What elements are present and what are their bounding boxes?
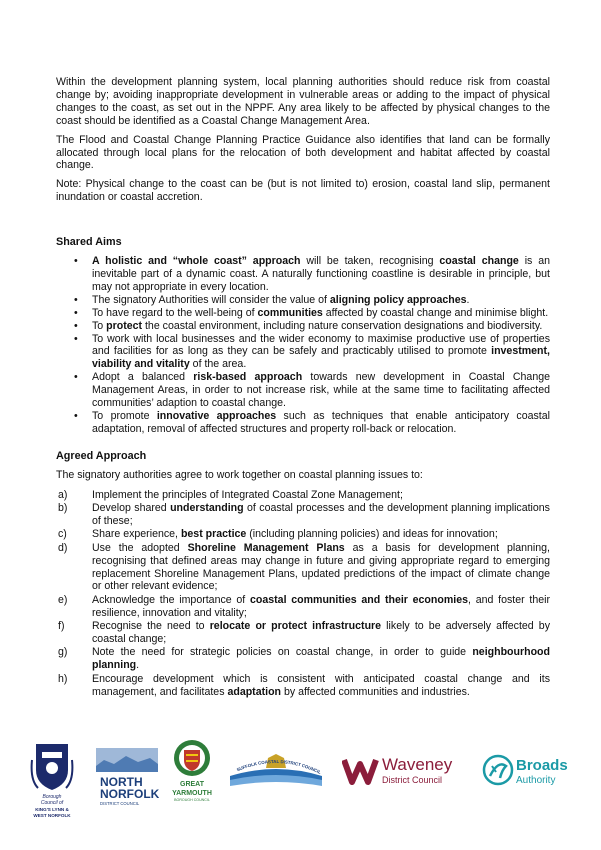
shared-aim-item (56, 333, 550, 372)
broads-sub: Authority (516, 775, 556, 786)
emphasis-text: relocate or protect infrastructure (209, 620, 382, 633)
north-norfolk-line1: NORTH (100, 775, 143, 789)
intro-paragraph-3: Note: Physical change to the coast can be (but is not limited to) erosion, coastal land slip, permanent inundation or coastal accretion. (56, 178, 550, 204)
shared-aims-heading: Shared Aims (56, 236, 122, 249)
aim-text: will be taken, recognising (300, 255, 440, 268)
approach-text: , and foster their resilience, innovation and vitality; (92, 593, 550, 619)
broads-name: Broads (516, 757, 568, 774)
aim-text: of the area. (189, 358, 247, 371)
aim-text: is an inevitable part of a dynamic coast. A naturally functioning coastline is desirable in principle, but may not appropriate in every location. (92, 255, 550, 293)
great-yarmouth-logo (170, 738, 214, 808)
approach-text: by affected communities and industries. (281, 685, 470, 698)
aim-text: towards new development in Coastal Change Management Areas, in order to not increase risk, while at the same time to facilitating affected communities’ adaption to coastal change. (92, 371, 550, 410)
item-letter: f) (58, 620, 65, 633)
item-letter: b) (58, 501, 68, 514)
approach-item (56, 502, 550, 528)
aim-text: Adopt a balanced (92, 371, 194, 384)
approach-text: (including planning policies) and ideas for innovation; (246, 528, 498, 541)
emphasis-text: A holistic and “whole coast” approach (92, 255, 301, 268)
aim-text: affected by coastal change and minimise blight. (322, 306, 549, 319)
kings-lynn-logo (30, 740, 74, 820)
bullet-marker: • (74, 371, 78, 384)
agreed-approach-heading: Agreed Approach (56, 449, 147, 462)
shared-aims-list (56, 255, 550, 436)
emphasis-text: coastal communities and their economies (250, 593, 468, 606)
approach-text: as a basis for development planning, recognising that defined areas may change in future and giving appropriate regard to emerging replacement Shoreline Management Plans, updated predictions of the impact of climate change or other relevant evidence; (92, 541, 550, 593)
emphasis-text: adaptation (227, 685, 282, 698)
approach-item (56, 620, 550, 646)
emphasis-text: neighbourhood planning (92, 646, 550, 672)
approach-text: Implement the principles of Integrated Coastal Zone Management; (92, 488, 403, 501)
great-yarmouth-line3: BOROUGH COUNCIL (174, 798, 210, 802)
bullet-marker: • (74, 255, 78, 268)
north-norfolk-line2: NORFOLK (100, 787, 160, 801)
north-norfolk-logo (94, 746, 160, 812)
suffolk-coastal-text: SUFFOLK COASTAL DISTRICT COUNCIL (235, 758, 322, 775)
shared-aim-item (56, 255, 550, 294)
approach-item (56, 489, 550, 502)
approach-text: of coastal processes and the development planning implications of these; (92, 501, 550, 527)
approach-item (56, 673, 550, 699)
emphasis-text: Shoreline Management Plans (187, 541, 345, 554)
bullet-marker: • (74, 409, 78, 422)
intro-paragraph-1: Within the development planning system, local planning authorities should reduce risk from coastal change by; avoiding inappropriate development in vulnerable areas or adding to the impact of physical changes to the coast, as set out in the NPPF. Any area likely to be affected by physical changes to the coast should be identified as a Coastal Change Management Area. (56, 76, 550, 127)
aim-text: To have regard to the well-being of (92, 306, 258, 319)
north-norfolk-line3: DISTRICT COUNCIL (100, 801, 140, 806)
partner-logos (30, 738, 578, 820)
item-letter: h) (58, 672, 68, 685)
approach-item (56, 594, 550, 620)
shared-aim-item (56, 320, 550, 333)
intro-paragraph-2: The Flood and Coastal Change Planning Practice Guidance also identifies that land can be formally allocated through local plans for the relocation of both development and habitat affected by coastal change. (56, 133, 550, 172)
bullet-marker: • (74, 293, 78, 306)
kings-lynn-line2: Council of (40, 800, 64, 806)
kings-lynn-line1: Borough (42, 794, 62, 800)
suffolk-coastal-logo (226, 750, 326, 790)
kings-lynn-line3: KING'S LYNN & (35, 807, 69, 812)
approach-text: Acknowledge the importance of (92, 593, 250, 606)
emphasis-text: coastal change (439, 255, 519, 268)
aim-text: the coastal environment, including nature conservation designations and biodiversity. (142, 319, 543, 332)
aim-text: such as techniques that enable anticipatory coastal adaptation, removal of affected structures and property roll-back or relocation. (92, 409, 550, 435)
kings-lynn-line4: WEST NORFOLK (33, 813, 71, 818)
bullet-marker: • (74, 306, 78, 319)
aim-text: The signatory Authorities will consider the value of (92, 293, 330, 306)
approach-text: Encourage development which is consistent with anticipated coastal change and its management, and facilitates (92, 672, 550, 698)
waveney-sub: District Council (382, 775, 443, 785)
aim-text: To work with local businesses and the wider economy to maximise productive use of properties and facilities for as long as they can be safely and practicably utilised to promote (92, 332, 550, 358)
item-letter: c) (58, 528, 67, 541)
emphasis-text: understanding (170, 501, 244, 514)
shared-aim-item (56, 307, 550, 320)
broads-authority-logo (482, 748, 578, 792)
great-yarmouth-line1: GREAT (180, 781, 204, 788)
approach-text: . (136, 659, 140, 672)
emphasis-text: protect (106, 319, 143, 332)
item-letter: g) (58, 646, 68, 659)
document-body (56, 76, 550, 699)
aim-text: To promote (92, 409, 157, 422)
approach-text: Use the adopted (92, 541, 188, 554)
approach-text: Note the need for strategic policies on coastal change, in order to guide (92, 646, 473, 659)
emphasis-text: risk-based approach (193, 371, 303, 384)
shared-aim-item (56, 410, 550, 436)
great-yarmouth-line2: YARMOUTH (172, 790, 212, 797)
emphasis-text: aligning policy approaches (329, 293, 467, 306)
shared-aim-item (56, 294, 550, 307)
approach-item (56, 542, 550, 594)
item-letter: e) (58, 593, 68, 606)
bullet-marker: • (74, 332, 78, 345)
bullet-marker: • (74, 319, 78, 332)
approach-item (56, 646, 550, 672)
waveney-logo (342, 750, 468, 790)
agreed-approach-list (56, 489, 550, 699)
item-letter: a) (58, 488, 68, 501)
emphasis-text: innovative approaches (156, 409, 277, 422)
shared-aim-item (56, 371, 550, 410)
emphasis-text: investment, viability and vitality (92, 345, 550, 371)
approach-text: Develop shared (92, 501, 171, 514)
approach-text: Share experience, (92, 528, 181, 541)
approach-item (56, 528, 550, 541)
emphasis-text: communities (257, 306, 323, 319)
approach-text: Recognise the need to (92, 620, 210, 633)
agreed-approach-intro: The signatory authorities agree to work together on coastal planning issues to: (56, 468, 423, 481)
aim-text: . (466, 293, 470, 306)
approach-text: likely to be adversely affected by coastal change; (92, 620, 550, 646)
aim-text: To (92, 319, 107, 332)
item-letter: d) (58, 541, 68, 554)
emphasis-text: best practice (180, 528, 247, 541)
waveney-name: Waveney (382, 755, 453, 774)
